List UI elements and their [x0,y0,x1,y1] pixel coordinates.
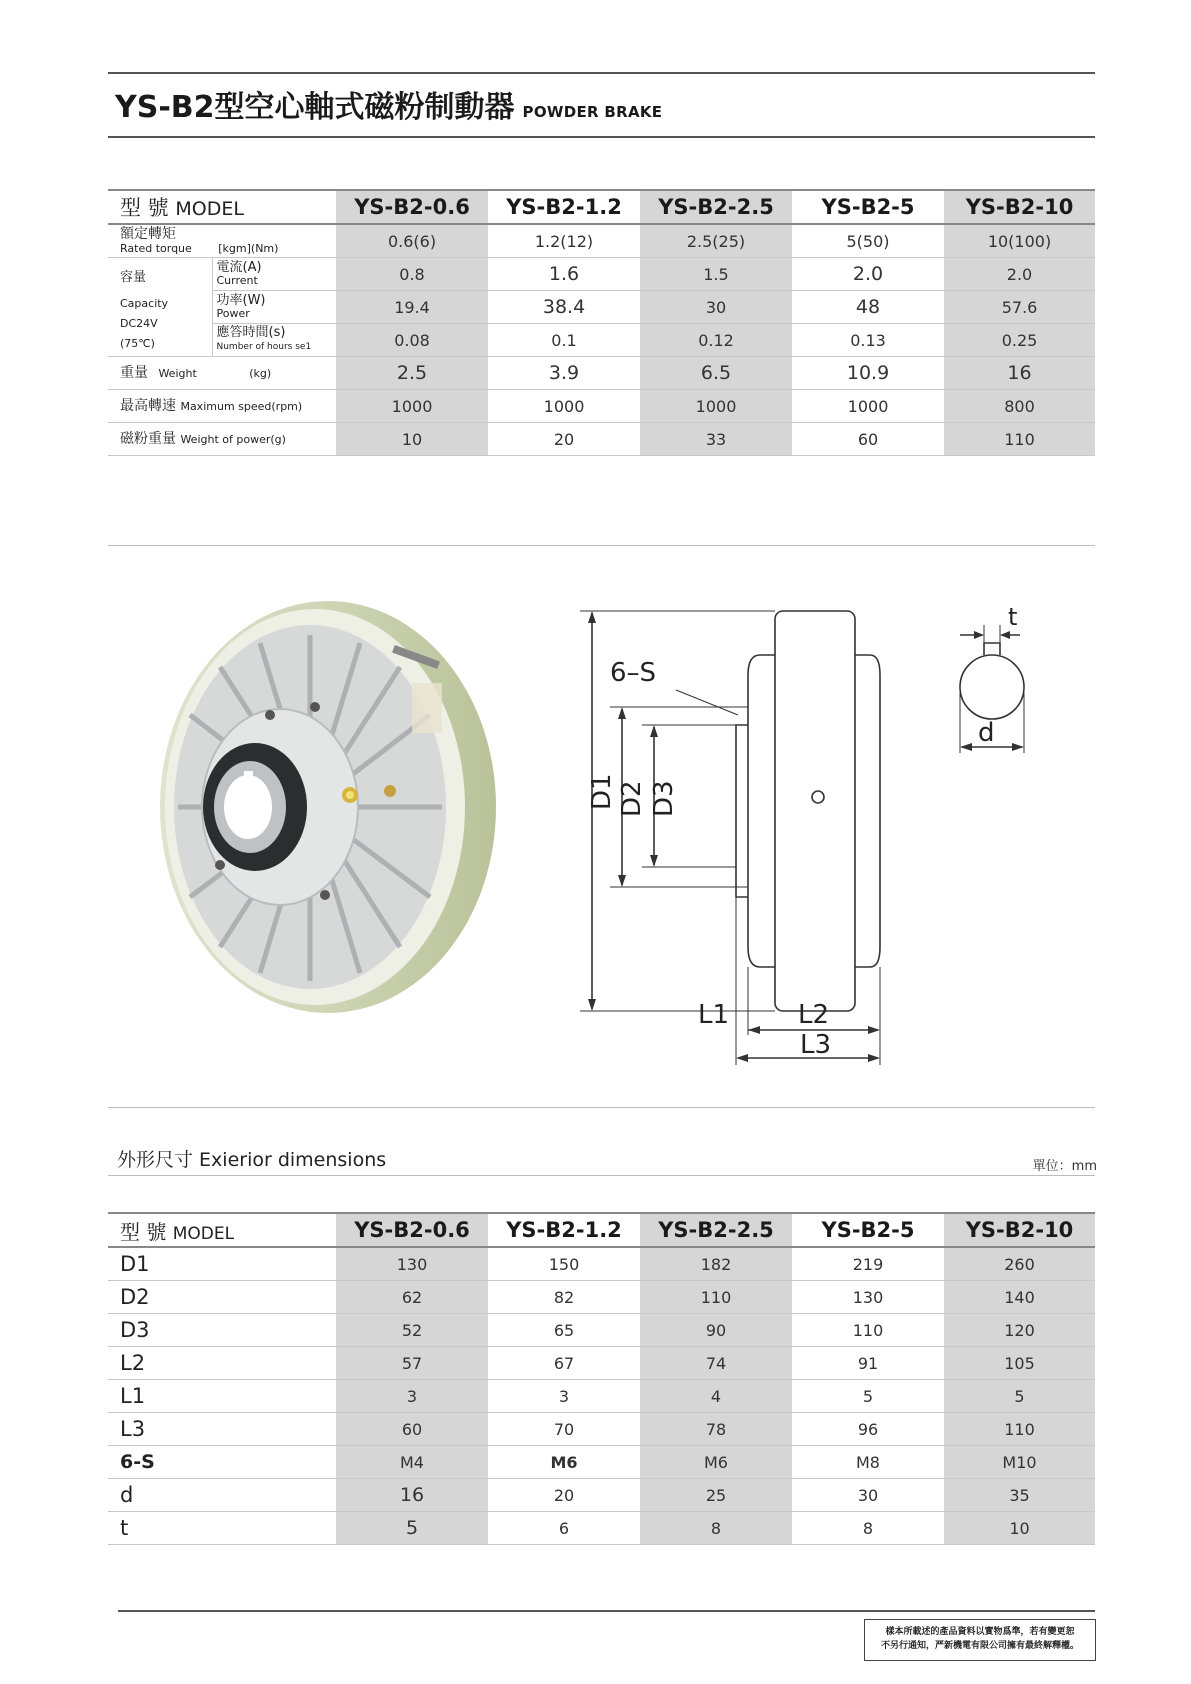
table-cell: 82 [488,1281,640,1314]
table-cell: 130 [336,1247,488,1281]
dim-row-d3 [108,1314,1095,1347]
model-col: YS-B2-2.5 [640,1213,792,1247]
table-cell: 20 [488,423,640,456]
model-label-zh: 型 號 [120,196,169,220]
mount-hole [215,860,225,870]
power-row [108,291,1095,324]
row-label: t [108,1512,336,1545]
dimensions-table [108,1212,1095,1545]
table-cell: 120 [944,1314,1095,1347]
footer-disclaimer [864,1619,1096,1661]
footer-line-2: 不另行通知，严新機電有限公司擁有最終解釋權。 [880,1641,1079,1651]
page-title [115,82,662,126]
dim-row-l3 [108,1413,1095,1446]
table-cell: 6 [488,1512,640,1545]
model-label [108,190,336,224]
model-col: YS-B2-1.2 [488,1213,640,1247]
table-cell: 182 [640,1247,792,1281]
dim-row-6s [108,1446,1095,1479]
title-subtitle: POWDER BRAKE [522,103,663,121]
table-cell: 0.12 [640,324,792,357]
table-cell: 0.6(6) [336,224,488,258]
s-leader [676,690,738,715]
table-cell: M4 [336,1446,488,1479]
table-cell: 70 [488,1413,640,1446]
table-cell: 10.9 [792,357,944,390]
shaft-bore [224,775,272,839]
torque-label-zh: 額定轉矩 [120,225,176,242]
row-label: D1 [108,1247,336,1281]
label-6s: 6–S [610,658,657,688]
table-cell: 20 [488,1479,640,1512]
table-cell: 110 [944,423,1095,456]
table-cell: 800 [944,390,1095,423]
table-cell: 5 [944,1380,1095,1413]
product-photo [150,595,500,1015]
powder-label [108,423,336,456]
row-label: L2 [108,1347,336,1380]
capacity-temp: (75℃) [120,337,155,350]
model-col: YS-B2-10 [944,190,1095,224]
current-row [108,258,1095,291]
table-cell: 4 [640,1380,792,1413]
label-l2: L2 [798,1000,830,1030]
table-cell: 1.6 [488,258,640,291]
table-cell: 2.0 [944,258,1095,291]
table-cell: 3.9 [488,357,640,390]
capacity-label-en: Capacity [120,297,169,310]
table-cell: 60 [792,423,944,456]
table-cell: 90 [640,1314,792,1347]
power-label-en: Power [216,307,250,320]
table-cell: 96 [792,1413,944,1446]
table-cell: 25 [640,1479,792,1512]
weight-unit: (kg) [249,366,272,380]
table-cell: M6 [488,1446,640,1479]
table-cell: 30 [792,1479,944,1512]
weight-row [108,357,1095,390]
current-label [212,258,336,291]
label-d3: D3 [649,780,679,817]
brake-hub [736,725,748,897]
title-text: YS-B2型空心軸式磁粉制動器 [115,90,515,125]
dim-row-d2 [108,1281,1095,1314]
table-cell: 48 [792,291,944,324]
model-col: YS-B2-1.2 [488,190,640,224]
dimensions-header-row [108,1213,1095,1247]
table-cell: 0.13 [792,324,944,357]
table-cell: 0.25 [944,324,1095,357]
response-label-zh: 應答時間(s) [216,325,286,340]
table-cell: 0.8 [336,258,488,291]
table-cell: 57 [336,1347,488,1380]
weight-label-zh: 重量 [120,364,148,381]
table-cell: 1000 [488,390,640,423]
table-cell: 150 [488,1247,640,1281]
powder-label-en: Weight of power(g) [180,432,286,446]
capacity-label-zh: 容量 [120,270,147,285]
table-cell: 57.6 [944,291,1095,324]
footer-line-1: 樣本所載述的產品資料以實物爲準，若有變更恕 [885,1627,1075,1637]
table-cell: 67 [488,1347,640,1380]
row-label: D3 [108,1314,336,1347]
table-cell: 8 [640,1512,792,1545]
speed-row [108,390,1095,423]
keyway-slot [984,643,1000,655]
powder-label-zh: 磁粉重量 [120,430,176,447]
table-cell: 74 [640,1347,792,1380]
dimensions-title-rule [108,1175,1095,1176]
model-col: YS-B2-10 [944,1213,1095,1247]
label-d: d [978,718,995,748]
keyway [244,771,253,781]
table-cell: 33 [640,423,792,456]
table-cell: M10 [944,1446,1095,1479]
table-cell: 110 [944,1413,1095,1446]
brake-body-outline [775,611,855,1011]
dim-row-d [108,1479,1095,1512]
dim-row-l1 [108,1380,1095,1413]
model-label-en: MODEL [175,198,244,220]
nameplate-label [412,683,442,733]
table-cell: 19.4 [336,291,488,324]
table-cell: 0.1 [488,324,640,357]
model-label-en: MODEL [172,1223,235,1244]
model-label [108,1213,336,1247]
dim-row-d1 [108,1247,1095,1281]
model-label-zh: 型 號 [120,1219,167,1244]
power-label-zh: 功率(W) [216,293,266,308]
table-cell: 0.08 [336,324,488,357]
table-cell: 105 [944,1347,1095,1380]
current-label-en: Current [216,274,258,287]
speed-label-en: Maximum speed(rpm) [180,399,303,413]
table-cell: 2.0 [792,258,944,291]
footer-rule [118,1610,1095,1612]
unit-label: 單位：mm [1032,1159,1097,1174]
table-cell: 10 [944,1512,1095,1545]
row-label: L3 [108,1413,336,1446]
table-cell: 1.2(12) [488,224,640,258]
row-label: d [108,1479,336,1512]
table-cell: 1.5 [640,258,792,291]
brake-flange-right [855,655,880,967]
response-row [108,324,1095,357]
response-label [212,324,336,357]
table-cell: 219 [792,1247,944,1281]
row-label: 6-S [108,1446,336,1479]
table-cell: 60 [336,1413,488,1446]
table-cell: 10 [336,423,488,456]
table-cell: 260 [944,1247,1095,1281]
table-cell: 130 [792,1281,944,1314]
table-cell: 1000 [792,390,944,423]
table-cell: 52 [336,1314,488,1347]
table-cell: M6 [640,1446,792,1479]
weight-label [108,357,336,390]
torque-row [108,224,1095,258]
top-rule [108,72,1095,74]
figure-top-rule [108,545,1095,546]
table-cell: M8 [792,1446,944,1479]
mount-hole [310,702,320,712]
side-screw [384,785,396,797]
dim-row-l2 [108,1347,1095,1380]
table-cell: 8 [792,1512,944,1545]
dim-row-t [108,1512,1095,1545]
table-cell: 5(50) [792,224,944,258]
capacity-voltage: DC24V [120,317,158,330]
table-cell: 3 [336,1380,488,1413]
model-col: YS-B2-0.6 [336,1213,488,1247]
model-col: YS-B2-2.5 [640,190,792,224]
row-label: L1 [108,1380,336,1413]
table-cell: 1000 [640,390,792,423]
table-cell: 1000 [336,390,488,423]
label-l3: L3 [800,1030,832,1060]
powder-row [108,423,1095,456]
label-t: t [1008,603,1018,631]
table-cell: 6.5 [640,357,792,390]
terminal-screw-core [346,791,354,799]
model-col: YS-B2-5 [792,1213,944,1247]
speed-label-zh: 最高轉速 [120,397,176,414]
spec-header-row [108,190,1095,224]
table-cell: 110 [792,1314,944,1347]
mount-hole [265,710,275,720]
table-cell: 65 [488,1314,640,1347]
table-cell: 10(100) [944,224,1095,258]
table-cell: 110 [640,1281,792,1314]
torque-label [108,224,336,258]
header-bottom-rule [108,136,1095,138]
speed-label [108,390,336,423]
mount-hole [320,890,330,900]
torque-label-en: Rated torque [120,241,192,255]
figure-bottom-rule [108,1107,1095,1108]
table-cell: 5 [336,1512,488,1545]
table-cell: 2.5(25) [640,224,792,258]
spec-table [108,189,1095,456]
table-cell: 2.5 [336,357,488,390]
weight-label-en: Weight [158,366,197,380]
label-d2: D2 [617,780,647,817]
capacity-label [108,258,212,357]
power-label [212,291,336,324]
torque-unit: [kgm](Nm) [218,241,279,255]
table-cell: 78 [640,1413,792,1446]
table-cell: 140 [944,1281,1095,1314]
table-cell: 35 [944,1479,1095,1512]
table-cell: 5 [792,1380,944,1413]
dimension-drawing [580,595,1050,1075]
dimensions-section-title: 外形尺寸 Exierior dimensions [117,1149,387,1171]
table-cell: 3 [488,1380,640,1413]
row-label: D2 [108,1281,336,1314]
table-cell: 16 [336,1479,488,1512]
label-l1: L1 [698,1000,730,1030]
table-cell: 30 [640,291,792,324]
model-col: YS-B2-0.6 [336,190,488,224]
table-cell: 91 [792,1347,944,1380]
table-cell: 38.4 [488,291,640,324]
table-cell: 16 [944,357,1095,390]
label-d1: D1 [587,773,617,810]
brake-flange-left [748,655,775,967]
model-col: YS-B2-5 [792,190,944,224]
keyway-circle [960,655,1024,719]
table-cell: 62 [336,1281,488,1314]
current-label-zh: 電流(A) [216,260,262,275]
response-label-en: Number of hours se1 [216,342,312,352]
